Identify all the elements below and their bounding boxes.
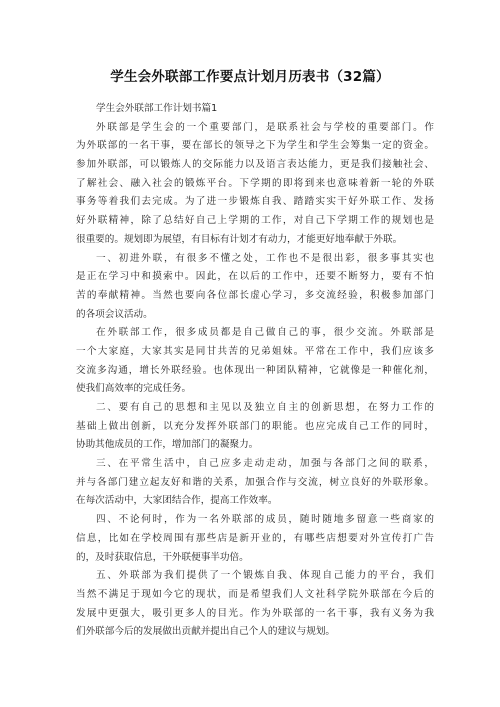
text-line: 三、在平常生活中，自己应多走动走动，加强与各部门之间的联系， xyxy=(96,458,434,470)
paragraph-1 xyxy=(76,119,434,250)
text-line: 使我们高效率的完成任务。 xyxy=(76,383,192,395)
text-line: 交流多沟通，增长外联经验。也体现出一种团队精神，它就像是一种催化剂， xyxy=(76,364,434,376)
text-line: 发展中更强大，吸引更多人的目光。作为外联部的一名干事，我有义务为我 xyxy=(76,607,434,619)
text-line: 了解社会、融入社会的锻炼平台。下学期的即将到来也意味着新一轮的外联 xyxy=(76,177,434,189)
text-line: 的，及时获取信息，干外联便事半功倍。 xyxy=(76,551,249,563)
paragraph-6 xyxy=(76,511,434,567)
text-line: 们外联部今后的发展做出贡献并提出自己个人的建议与规划。 xyxy=(76,626,336,638)
paragraph-7 xyxy=(76,567,434,642)
text-line: 的各项会议活动。 xyxy=(76,308,153,320)
text-line: 为外联部的一名干事，要在部长的领导之下为学生和学生会筹集一定的资金。 xyxy=(76,140,434,152)
text-line: 事务等着我们去完成。为了进一步锻炼自我、踏踏实实干好外联工作、发扬 xyxy=(76,196,434,208)
paragraph-5 xyxy=(76,455,434,511)
text-line: 四、不论何时，作为一名外联部的成员，随时随地多留意一些商家的 xyxy=(96,514,434,526)
text-line: 协助其他成员的工作，增加部门的凝聚力。 xyxy=(76,439,259,451)
text-line: 一、初进外联，有很多不懂之处，工作也不是很出彩，很多事其实也 xyxy=(96,252,434,264)
text-line: 苦的奉献精神。当然也要向各位部长虚心学习，多交流经验，积极参加部门 xyxy=(76,289,434,301)
text-line: 在每次活动中，大家团结合作，提高工作效率。 xyxy=(76,495,278,507)
paragraph-3 xyxy=(76,324,434,399)
text-line: 并与各部门建立起友好和谐的关系，加强合作与交流，树立良好的外联形象。 xyxy=(76,476,434,488)
section-heading: 学生会外联部工作计划书篇1 xyxy=(96,103,218,114)
text-line: 二、要有自己的思想和主见以及独立自主的创新思想，在努力工作的 xyxy=(96,402,434,413)
text-line: 外联部是学生会的一个重要部门，是联系社会与学校的重要部门。作 xyxy=(96,121,434,133)
document-title: 学生会外联部工作要点计划月历表书（32篇） xyxy=(110,69,390,85)
text-line: 当然不满足于现如今它的现状，而是希望我们人文社科学院外联部在今后的 xyxy=(76,588,434,600)
text-line: 好外联精神，除了总结好自己上学期的工作，对自己下学期工作的规划也是 xyxy=(76,215,434,227)
text-line: 基础上做出创新，以充分发挥外联部门的职能。也应完成自己工作的同时， xyxy=(76,420,434,432)
text-line: 很重要的。规划即为展望，有目标有计划才有动力，才能更好地奉献于外联。 xyxy=(76,233,403,245)
paragraph-4 xyxy=(76,399,434,455)
text-line: 在外联部工作，很多成员都是自己做自己的事，很少交流。外联部是 xyxy=(96,327,434,339)
text-line: 五、外联部为我们提供了一个锻炼自我、体现自己能力的平台，我们 xyxy=(96,570,434,582)
text-line: 是正在学习中和摸索中。因此，在以后的工作中，还要不断努力，要有不怕 xyxy=(76,271,434,283)
text-line: 信息，比如在学校周围有那些店是新开业的，有哪些店想要对外宣传打广告 xyxy=(76,532,434,544)
paragraph-2 xyxy=(76,250,434,325)
document-body xyxy=(76,100,434,642)
text-line: 参加外联部，可以锻炼人的交际能力以及语言表达能力，更是我们接触社会、 xyxy=(76,159,434,171)
text-line: 一个大家庭，大家其实是同甘共苦的兄弟姐妹。平常在工作中，我们应该多 xyxy=(76,345,434,357)
